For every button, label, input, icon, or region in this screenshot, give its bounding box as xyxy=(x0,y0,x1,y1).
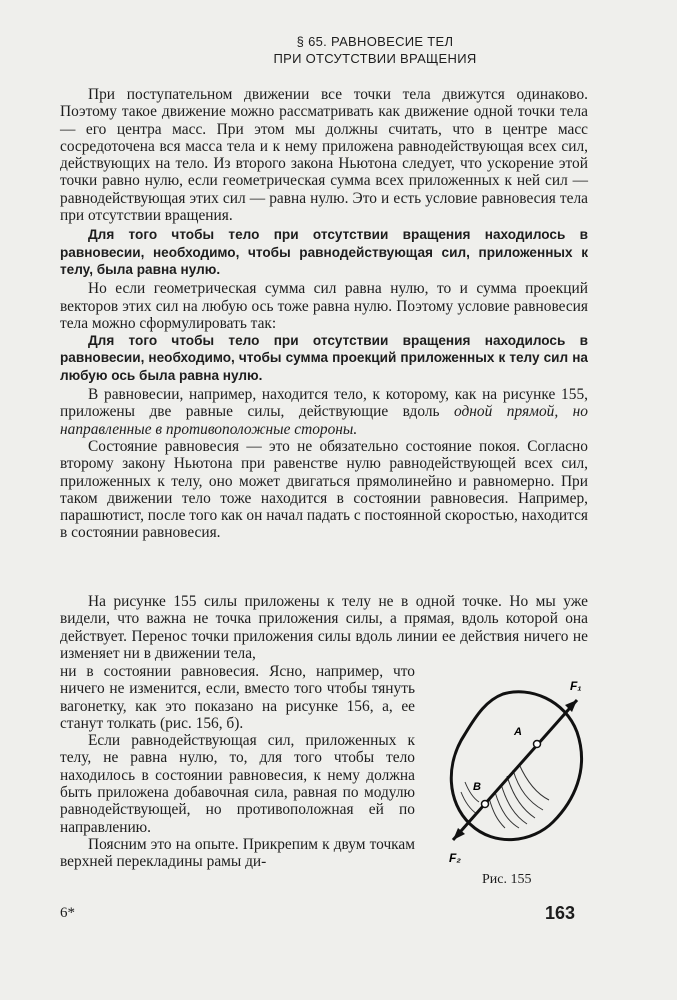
heading-line-1: § 65. РАВНОВЕСИЕ ТЕЛ xyxy=(296,34,454,49)
paragraph-9: Поясним это на опыте. Прикрепим к двум точкам верхней перекладины рамы ди- xyxy=(60,835,415,871)
paragraph-8: Если равнодействующая сил, приложенных к телу, не равна нулю, то, для того чтобы тело находилось в состоянии равновесия, к нему должна быть приложена добавочная сила, равная по модулю равнодействующей, но противоположная ей по направлению. xyxy=(60,732,415,836)
body-outline xyxy=(451,692,581,840)
point-b xyxy=(482,801,489,808)
paragraph-5 xyxy=(60,386,588,438)
heading-line-2: ПРИ ОТСУТСТВИИ ВРАЩЕНИЯ xyxy=(273,51,477,66)
paragraph-1: При поступательном движении все точки тела движутся одинаково. Поэтому такое движение можно рассматривать как движение одной точки тела — его центра масс. При этом мы должны считать, что в центре масс сосредоточена вся масса тела и к нему приложена равнодействующая всех сил, действующих на тело. Из второго закона Ньютона следует, что ускорение этой точки равно нулю, если геометрическая сумма всех приложенных к ней сил — равнодействующая этих сил — равна нулю. Это и есть условие равновесия тела при отсутствии вращения. xyxy=(60,86,588,225)
paragraph-5-italic: одной прямой, но направленные в противоположные стороны. xyxy=(60,403,588,438)
paragraph-7-continued: ни в состоянии равновесия. Ясно, например, что ничего не изменится, если, вместо того чтобы тянуть вагонетку, как это показано на рисунке 156, а, ее станут толкать (рис. 156, б). xyxy=(60,663,415,732)
main-text-block xyxy=(60,86,588,542)
label-a: A xyxy=(514,726,522,738)
signature-mark: 6* xyxy=(60,905,75,921)
label-f1: F₁ xyxy=(570,679,582,693)
paragraph-6: Состояние равновесия — это не обязательно состояние покоя. Согласно второму закону Ньютона при равенстве нулю равнодействующей всех сил, приложенных к телу, оно может двигаться прямолинейно и равномерно. При таком движении тело тоже находится в состоянии равновесия. Например, парашютист, после того как он начал падать с постоянной скоростью, находится в состоянии равновесия. xyxy=(60,437,588,542)
paragraph-4-rule: Для того чтобы тело при отсутствии вращения находилось в равновесии, необходимо, чтобы сумма проекций приложенных к телу сил на любую ось была равна нулю. xyxy=(60,333,588,383)
body-force-diagram xyxy=(425,672,605,892)
paragraph-7: На рисунке 155 силы приложены к телу не в одной точке. Но мы уже видели, что важна не точка приложения силы, а прямая, вдоль которой она действует. Перенос точки приложения силы вдоль линии ее действия ничего не изменяет ни в движении тела, xyxy=(60,593,588,662)
paragraph-3: Но если геометрическая сумма сил равна нулю, то и сумма проекций векторов этих сил на любую ось тоже равна нулю. Поэтому условие равновесия тела можно сформулировать так: xyxy=(60,280,588,332)
body-hatching xyxy=(461,764,549,828)
figure-caption: Рис. 155 xyxy=(482,872,532,887)
label-f2: F₂ xyxy=(449,851,461,865)
point-a xyxy=(534,741,541,748)
paragraph-2-rule: Для того чтобы тело при отсутствии вращения находилось в равновесии, необходимо, чтобы равнодействующая сил, приложенных к телу, была равна нулю. xyxy=(60,227,588,277)
label-b: B xyxy=(473,781,481,793)
paragraph-7-block xyxy=(60,593,588,662)
paragraph-5-text: В равновесии, например, находится тело, к которому, как на рисунке 155, приложены две равные силы, действующие вдоль xyxy=(60,386,588,421)
figure-155 xyxy=(425,672,605,892)
page-number: 163 xyxy=(545,903,576,923)
narrow-text-block xyxy=(60,663,415,871)
